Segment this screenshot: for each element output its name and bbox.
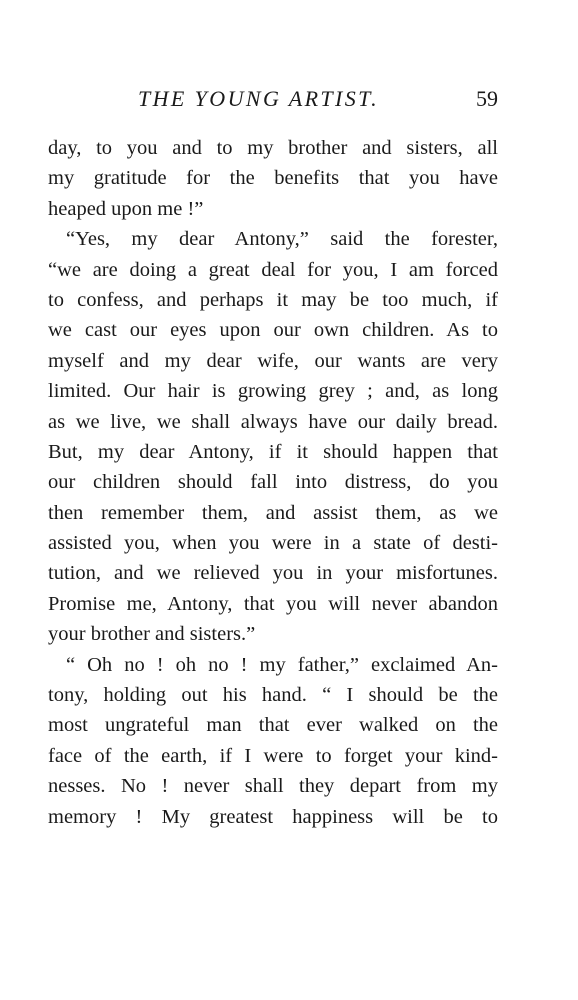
text-line: our children should fall into distress, do you — [48, 471, 498, 494]
text-line: my gratitude for the benefits that you have — [48, 167, 498, 190]
text-line: limited. Our hair is growing grey ; and, as long — [48, 380, 498, 403]
text-line: But, my dear Antony, if it should happen that — [48, 440, 498, 463]
text-line: nesses. No ! never shall they depart from my — [48, 775, 498, 798]
text-line: tony, holding out his hand. “ I should be the — [48, 684, 498, 707]
running-title: THE YOUNG ARTIST. — [138, 86, 380, 111]
text-line: as we live, we shall always have our daily bread. — [48, 410, 498, 433]
text-line: heaped upon me !” — [48, 197, 204, 220]
running-head — [0, 86, 578, 116]
text-line: “Yes, my dear Antony,” said the forester, — [66, 228, 498, 251]
text-line: day, to you and to my brother and sisters, all — [48, 137, 498, 159]
text-line: Promise me, Antony, that you will never abandon — [48, 592, 498, 615]
text-line: your brother and sisters.” — [48, 623, 256, 646]
text-line: face of the earth, if I were to forget your kind- — [48, 744, 498, 767]
text-line: we cast our eyes upon our own children. As to — [48, 319, 498, 342]
text-line: tution, and we relieved you in your misfortunes. — [48, 562, 498, 585]
text-line: “ Oh no ! oh no ! my father,” exclaimed An- — [66, 653, 498, 676]
page-number: 59 — [476, 86, 498, 111]
text-line: assisted you, when you were in a state of desti- — [48, 532, 498, 555]
text-line: then remember them, and assist them, as we — [48, 501, 498, 524]
text-line: to confess, and perhaps it may be too much, if — [48, 288, 498, 311]
text-line: most ungrateful man that ever walked on the — [48, 714, 498, 737]
body-text — [48, 133, 498, 832]
text-line: memory ! My greatest happiness will be to — [48, 805, 498, 828]
text-line: myself and my dear wife, our wants are very — [48, 349, 498, 372]
text-line: “we are doing a great deal for you, I am forced — [48, 258, 498, 281]
